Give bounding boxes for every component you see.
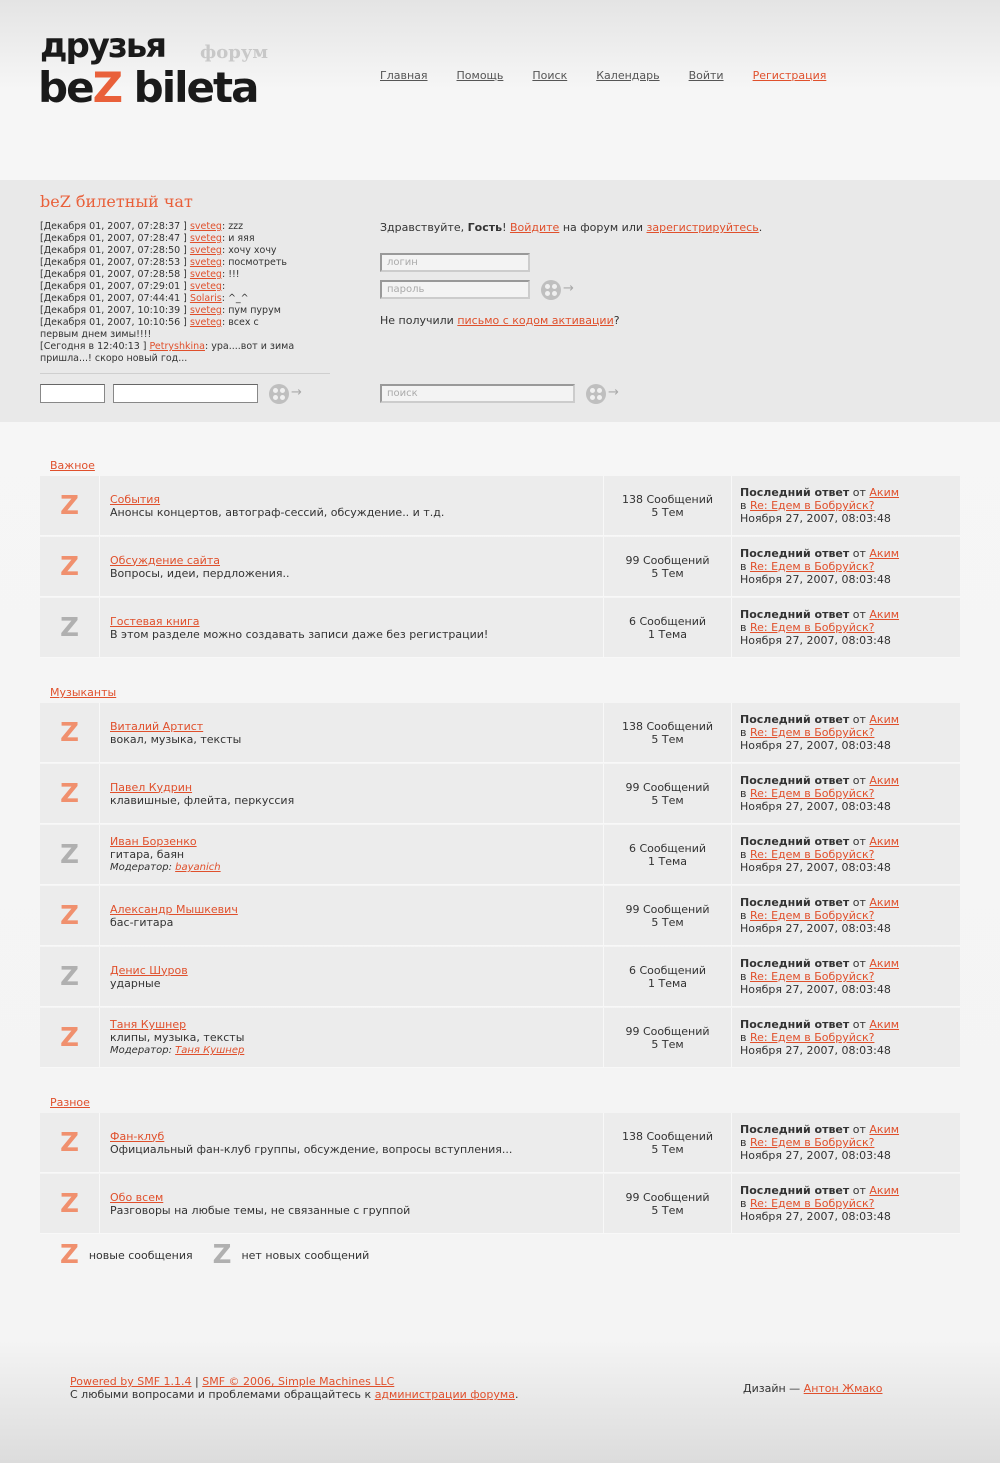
chat-time: [Декабря 01, 2007, 10:10:39 ] <box>40 305 187 316</box>
board-name-link[interactable]: Виталий Артист <box>110 719 204 733</box>
logo-line2 <box>38 63 258 112</box>
board-moderator <box>110 861 593 874</box>
moderator-link[interactable]: Таня Кушнер <box>175 1045 245 1056</box>
nav-search[interactable]: Поиск <box>532 69 568 82</box>
board-info-cell <box>100 1008 604 1067</box>
chat-message-input[interactable] <box>113 384 258 403</box>
activation-prefix: Не получили <box>380 314 458 327</box>
greet-prefix: Здравствуйте, <box>380 221 468 234</box>
last-post-in: в <box>740 621 750 634</box>
last-post-date: Ноября 27, 2007, 08:03:48 <box>740 922 891 935</box>
arrow-right-icon: → <box>563 281 574 296</box>
arrow-right-icon: → <box>291 385 302 400</box>
new-posts-icon: Z <box>60 1022 79 1053</box>
new-posts-icon: Z <box>60 717 79 748</box>
site-logo[interactable] <box>38 28 268 118</box>
last-post-in: в <box>740 970 750 983</box>
chat-time: [Декабря 01, 2007, 07:28:37 ] <box>40 221 187 232</box>
board-post-count: 6 Сообщений <box>628 841 707 855</box>
chat-text: : и яяя <box>221 233 255 244</box>
board-lastpost-cell <box>732 1113 960 1172</box>
no-new-posts-icon: Z <box>60 612 79 643</box>
board-topic-count: 1 Тема <box>647 976 688 990</box>
board-post-count: 138 Сообщений <box>621 1129 714 1143</box>
chat-time: [Сегодня в 12:40:13 ] <box>40 341 147 352</box>
footer-credits <box>70 1375 518 1401</box>
legend-old-label: нет новых сообщений <box>241 1248 370 1262</box>
last-post-from: от <box>849 608 870 621</box>
board-row <box>40 764 960 824</box>
board-row <box>40 537 960 597</box>
last-post-in: в <box>740 848 750 861</box>
board-stats-cell <box>604 825 732 884</box>
moderator-label: Модератор: <box>110 862 172 873</box>
chat-time: [Декабря 01, 2007, 07:28:47 ] <box>40 233 187 244</box>
last-post-from: от <box>849 1184 870 1197</box>
chat-user-link[interactable]: sveteg <box>189 233 222 244</box>
board-topic-count: 5 Тем <box>651 505 684 519</box>
chat-login-band <box>0 180 1000 422</box>
board-status-cell <box>40 1008 100 1067</box>
last-post-topic-link[interactable]: Re: Едем в Бобруйск? <box>749 560 875 573</box>
chat-message <box>40 281 300 293</box>
chat-user-link[interactable]: Solaris <box>189 293 222 304</box>
chat-message <box>40 293 300 305</box>
board-lastpost-cell <box>732 1008 960 1067</box>
chat-title: beZ билетный чат <box>40 192 193 211</box>
board-stats-cell <box>604 764 732 823</box>
board-row <box>40 825 960 885</box>
greet-login-link[interactable]: Войдите <box>509 221 560 234</box>
no-new-posts-icon: Z <box>60 961 79 992</box>
last-post-label: Последний ответ <box>740 486 850 499</box>
category-title[interactable]: Музыканты <box>50 686 117 699</box>
chat-time: [Декабря 01, 2007, 10:10:56 ] <box>40 317 187 328</box>
arrow-right-icon: → <box>608 385 619 400</box>
board-info-cell <box>100 1113 604 1172</box>
last-post-date: Ноября 27, 2007, 08:03:48 <box>740 739 891 752</box>
no-new-posts-icon: Z <box>212 1240 232 1270</box>
nav-help[interactable]: Помощь <box>456 69 504 82</box>
board-lastpost-cell <box>732 886 960 945</box>
new-posts-icon: Z <box>60 490 79 521</box>
last-post-in: в <box>740 787 750 800</box>
board-post-count: 138 Сообщений <box>621 719 714 733</box>
board-topic-count: 5 Тем <box>651 915 684 929</box>
last-post-topic-link[interactable]: Re: Едем в Бобруйск? <box>749 1031 875 1044</box>
footer-design <box>743 1382 882 1395</box>
contact-end: . <box>514 1388 519 1401</box>
board-lastpost-cell <box>732 598 960 657</box>
login-input[interactable]: логин <box>380 253 530 272</box>
chat-time: [Декабря 01, 2007, 07:28:53 ] <box>40 257 187 268</box>
last-post-from: от <box>849 835 870 848</box>
last-post-user-link[interactable]: Аким <box>869 713 900 726</box>
board-lastpost-cell <box>732 947 960 1006</box>
board-topic-count: 5 Тем <box>651 566 684 580</box>
last-post-label: Последний ответ <box>740 957 850 970</box>
logo-line1: друзья <box>40 26 166 66</box>
board-status-cell <box>40 764 100 823</box>
new-posts-icon: Z <box>60 900 79 931</box>
board-lastpost-cell <box>732 703 960 762</box>
last-post-date: Ноября 27, 2007, 08:03:48 <box>740 1149 891 1162</box>
new-posts-icon: Z <box>60 778 79 809</box>
board-stats-cell <box>604 886 732 945</box>
chat-message <box>40 221 300 233</box>
board-info-cell <box>100 764 604 823</box>
board-stats-cell <box>604 703 732 762</box>
board-description: Разговоры на любые темы, не связанные с группой <box>110 1203 411 1217</box>
nav-calendar[interactable]: Календарь <box>596 69 660 82</box>
board-info-cell <box>100 537 604 596</box>
last-post-date: Ноября 27, 2007, 08:03:48 <box>740 512 891 525</box>
board-name-link[interactable]: Иван Борзенко <box>110 835 197 848</box>
greet-or: на форум или <box>559 221 647 234</box>
board-name-link[interactable]: Обсуждение сайта <box>110 553 220 567</box>
board-info-cell <box>100 825 604 884</box>
last-post-user-link[interactable]: Аким <box>869 486 900 499</box>
chat-name-input[interactable] <box>40 384 105 403</box>
last-post-label: Последний ответ <box>740 896 850 909</box>
chat-user-link[interactable]: sveteg <box>189 317 222 328</box>
board-row <box>40 703 960 763</box>
last-post-user-link[interactable]: Аким <box>869 774 900 787</box>
chat-user-link[interactable]: sveteg <box>189 269 222 280</box>
board-name-link[interactable]: Павел Кудрин <box>110 780 193 794</box>
greet-mid: ! <box>502 221 510 234</box>
last-post-from: от <box>849 774 870 787</box>
chat-text: : zzz <box>221 221 244 232</box>
board-stats-cell <box>604 598 732 657</box>
last-post-in: в <box>740 1136 750 1149</box>
greet-end: . <box>758 221 763 234</box>
last-post-label: Последний ответ <box>740 1018 850 1031</box>
search-input[interactable]: поиск <box>380 384 575 403</box>
board-lastpost-cell <box>732 825 960 884</box>
chat-time: [Декабря 01, 2007, 07:28:58 ] <box>40 269 187 280</box>
nav-register[interactable]: Регистрация <box>752 69 827 82</box>
last-post-from: от <box>849 547 870 560</box>
last-post-topic-link[interactable]: Re: Едем в Бобруйск? <box>749 1136 875 1149</box>
last-post-topic-link[interactable]: Re: Едем в Бобруйск? <box>749 621 875 634</box>
chat-text: : ^_^ <box>221 293 249 304</box>
last-post-from: от <box>849 1018 870 1031</box>
last-post-topic-link[interactable]: Re: Едем в Бобруйск? <box>749 848 875 861</box>
last-post-label: Последний ответ <box>740 835 850 848</box>
board-name-link[interactable]: Таня Кушнер <box>110 1018 187 1031</box>
board-description: В этом разделе можно создавать записи даже без регистрации! <box>110 627 489 641</box>
board-info-cell <box>100 1174 604 1233</box>
board-topic-count: 5 Тем <box>651 1203 684 1217</box>
logo-z: Z <box>92 63 122 112</box>
chat-message <box>40 245 300 257</box>
last-post-in: в <box>740 726 750 739</box>
activation-note <box>380 314 620 327</box>
new-posts-icon: Z <box>60 551 79 582</box>
contact-text: С любыми вопросами и проблемами обращайтесь к <box>70 1388 375 1401</box>
board-stats-cell <box>604 1113 732 1172</box>
board-status-cell <box>40 476 100 535</box>
greet-guest: Гость <box>467 221 503 234</box>
last-post-from: от <box>849 486 870 499</box>
login-submit-button[interactable] <box>541 279 581 301</box>
board-info-cell <box>100 947 604 1006</box>
last-post-user-link[interactable]: Аким <box>869 547 900 560</box>
search-submit-button[interactable] <box>586 383 626 405</box>
board-status-cell <box>40 703 100 762</box>
last-post-user-link[interactable]: Аким <box>869 1184 900 1197</box>
category-title[interactable]: Важное <box>50 459 95 472</box>
last-post-from: от <box>849 713 870 726</box>
film-reel-icon <box>586 384 606 404</box>
chat-message <box>40 269 300 281</box>
chat-log <box>40 221 300 365</box>
nav-home[interactable]: Главная <box>380 69 428 82</box>
board-moderator <box>110 1044 593 1057</box>
board-topic-count: 5 Тем <box>651 793 684 807</box>
board-description: Вопросы, идеи, пердложения.. <box>110 566 290 580</box>
activation-link[interactable]: письмо с кодом активации <box>457 314 614 327</box>
board-post-count: 99 Сообщений <box>625 553 710 567</box>
last-post-label: Последний ответ <box>740 713 850 726</box>
board-stats-cell <box>604 1008 732 1067</box>
chat-message <box>40 233 300 245</box>
nav-login[interactable]: Войти <box>688 69 724 82</box>
board-post-count: 6 Сообщений <box>628 614 707 628</box>
chat-user-link[interactable]: sveteg <box>189 245 222 256</box>
chat-message <box>40 257 300 269</box>
no-new-posts-icon: Z <box>60 839 79 870</box>
password-input[interactable]: пароль <box>380 280 530 299</box>
board-status-cell <box>40 1174 100 1233</box>
board-description: ударные <box>110 976 161 990</box>
last-post-date: Ноября 27, 2007, 08:03:48 <box>740 800 891 813</box>
last-post-user-link[interactable]: Аким <box>869 1123 900 1136</box>
board-post-count: 99 Сообщений <box>625 780 710 794</box>
last-post-topic-link[interactable]: Re: Едем в Бобруйск? <box>749 787 875 800</box>
board-description: Анонсы концертов, автограф-сессий, обсуждение.. и т.д. <box>110 505 445 519</box>
last-post-label: Последний ответ <box>740 1184 850 1197</box>
board-description: клипы, музыка, тексты <box>110 1031 245 1044</box>
last-post-from: от <box>849 1123 870 1136</box>
board-status-cell <box>40 947 100 1006</box>
new-posts-icon: Z <box>60 1188 79 1219</box>
board-post-count: 6 Сообщений <box>628 963 707 977</box>
icon-legend <box>60 1242 369 1268</box>
category-title[interactable]: Разное <box>50 1096 90 1109</box>
board-name-link[interactable]: Фан-клуб <box>110 1129 165 1143</box>
activation-end: ? <box>613 314 620 327</box>
smf-copyright-link[interactable]: SMF © 2006, Simple Machines LLC <box>202 1375 395 1388</box>
last-post-label: Последний ответ <box>740 1123 850 1136</box>
board-post-count: 99 Сообщений <box>625 1190 710 1204</box>
board-info-cell <box>100 703 604 762</box>
chat-time: [Декабря 01, 2007, 07:44:41 ] <box>40 293 187 304</box>
board-post-count: 138 Сообщений <box>621 492 714 506</box>
last-post-label: Последний ответ <box>740 774 850 787</box>
chat-time: [Декабря 01, 2007, 07:28:50 ] <box>40 245 187 256</box>
last-post-label: Последний ответ <box>740 608 850 621</box>
board-lastpost-cell <box>732 1174 960 1233</box>
last-post-date: Ноября 27, 2007, 08:03:48 <box>740 573 891 586</box>
board-topic-count: 1 Тема <box>647 854 688 868</box>
logo-subtitle: форум <box>200 42 268 63</box>
logo-bileta: bileta <box>121 63 258 112</box>
last-post-user-link[interactable]: Аким <box>869 896 900 909</box>
chat-text: : пум пурум <box>221 305 281 316</box>
board-status-cell <box>40 886 100 945</box>
last-post-in: в <box>740 909 750 922</box>
board-post-count: 99 Сообщений <box>625 902 710 916</box>
chat-send-button[interactable] <box>269 383 309 405</box>
board-stats-cell <box>604 1174 732 1233</box>
film-reel-icon <box>269 384 289 404</box>
last-post-in: в <box>740 560 750 573</box>
chat-time: [Декабря 01, 2007, 07:29:01 ] <box>40 281 187 292</box>
last-post-user-link[interactable]: Аким <box>869 1018 900 1031</box>
chat-user-link[interactable]: sveteg <box>189 257 222 268</box>
board-topic-count: 5 Тем <box>651 732 684 746</box>
last-post-topic-link[interactable]: Re: Едем в Бобруйск? <box>749 970 875 983</box>
top-navigation <box>380 69 855 82</box>
board-row <box>40 886 960 946</box>
last-post-user-link[interactable]: Аким <box>869 835 900 848</box>
board-name-link[interactable]: События <box>110 492 161 506</box>
board-info-cell <box>100 598 604 657</box>
board-description: гитара, баян <box>110 848 185 861</box>
chat-user-link[interactable]: sveteg <box>189 305 222 316</box>
board-row <box>40 476 960 536</box>
board-row <box>40 1113 960 1173</box>
board-status-cell <box>40 825 100 884</box>
chat-user-link[interactable]: Petryshkina <box>149 341 205 352</box>
footer-sep: | <box>191 1375 203 1388</box>
greeting <box>380 221 762 234</box>
last-post-in: в <box>740 499 750 512</box>
last-post-date: Ноября 27, 2007, 08:03:48 <box>740 634 891 647</box>
board-name-link[interactable]: Обо всем <box>110 1190 164 1204</box>
last-post-topic-link[interactable]: Re: Едем в Бобруйск? <box>749 726 875 739</box>
last-post-date: Ноября 27, 2007, 08:03:48 <box>740 983 891 996</box>
board-status-cell <box>40 1113 100 1172</box>
last-post-in: в <box>740 1031 750 1044</box>
designer-link[interactable]: Антон Жмако <box>803 1382 883 1395</box>
board-status-cell <box>40 598 100 657</box>
chat-text: : всех с первым днем зимы!!!! <box>40 317 259 340</box>
admin-contact-link[interactable]: администрации форума <box>374 1388 515 1401</box>
last-post-label: Последний ответ <box>740 547 850 560</box>
board-description: бас-гитара <box>110 915 174 929</box>
smf-powered-link[interactable]: Powered by SMF 1.1.4 <box>70 1375 192 1388</box>
board-info-cell <box>100 886 604 945</box>
board-info-cell <box>100 476 604 535</box>
board-lastpost-cell <box>732 537 960 596</box>
board-stats-cell <box>604 947 732 1006</box>
board-row <box>40 1174 960 1234</box>
last-post-user-link[interactable]: Аким <box>869 608 900 621</box>
last-post-topic-link[interactable]: Re: Едем в Бобруйск? <box>749 1197 875 1210</box>
board-topic-count: 5 Тем <box>651 1142 684 1156</box>
chat-text: : ура....вот и зима пришла...! скоро новый год... <box>40 341 295 364</box>
chat-message <box>40 305 300 317</box>
board-topic-count: 1 Тема <box>647 627 688 641</box>
last-post-date: Ноября 27, 2007, 08:03:48 <box>740 1210 891 1223</box>
chat-message <box>40 341 300 365</box>
board-name-link[interactable]: Денис Шуров <box>110 963 188 977</box>
last-post-date: Ноября 27, 2007, 08:03:48 <box>740 861 891 874</box>
board-lastpost-cell <box>732 476 960 535</box>
chat-text: : !!! <box>221 269 240 280</box>
chat-text: : хочу хочу <box>221 245 277 256</box>
chat-user-link[interactable]: sveteg <box>189 281 222 292</box>
board-description: Официальный фан-клуб группы, обсуждение, вопросы вступления... <box>110 1142 513 1156</box>
board-stats-cell <box>604 476 732 535</box>
last-post-topic-link[interactable]: Re: Едем в Бобруйск? <box>749 909 875 922</box>
board-name-link[interactable]: Гостевая книга <box>110 614 200 628</box>
board-lastpost-cell <box>732 764 960 823</box>
board-row <box>40 1008 960 1068</box>
last-post-date: Ноября 27, 2007, 08:03:48 <box>740 1044 891 1057</box>
last-post-from: от <box>849 957 870 970</box>
design-prefix: Дизайн — <box>743 1382 804 1395</box>
legend-new-label: новые сообщения <box>88 1248 193 1262</box>
board-post-count: 99 Сообщений <box>625 1024 710 1038</box>
film-reel-icon <box>541 280 561 300</box>
header <box>0 0 1000 180</box>
last-post-user-link[interactable]: Аким <box>869 957 900 970</box>
board-row <box>40 947 960 1007</box>
last-post-from: от <box>849 896 870 909</box>
logo-be: be <box>38 63 93 112</box>
board-description: клавишные, флейта, перкуссия <box>110 793 295 807</box>
chat-user-link[interactable]: sveteg <box>189 221 222 232</box>
board-name-link[interactable]: Александр Мышкевич <box>110 902 238 916</box>
moderator-label: Модератор: <box>110 1045 172 1056</box>
board-topic-count: 5 Тем <box>651 1037 684 1051</box>
last-post-in: в <box>740 1197 750 1210</box>
board-status-cell <box>40 537 100 596</box>
board-stats-cell <box>604 537 732 596</box>
greet-register-link[interactable]: зарегистрируйтесь <box>646 221 759 234</box>
chat-message <box>40 317 300 341</box>
chat-text: : <box>221 281 226 292</box>
last-post-topic-link[interactable]: Re: Едем в Бобруйск? <box>749 499 875 512</box>
moderator-link[interactable]: bayanich <box>175 862 221 873</box>
chat-divider <box>40 373 330 374</box>
new-posts-icon: Z <box>60 1240 79 1270</box>
new-posts-icon: Z <box>60 1127 79 1158</box>
chat-text: : посмотреть <box>221 257 287 268</box>
board-row <box>40 598 960 658</box>
board-description: вокал, музыка, тексты <box>110 732 242 746</box>
